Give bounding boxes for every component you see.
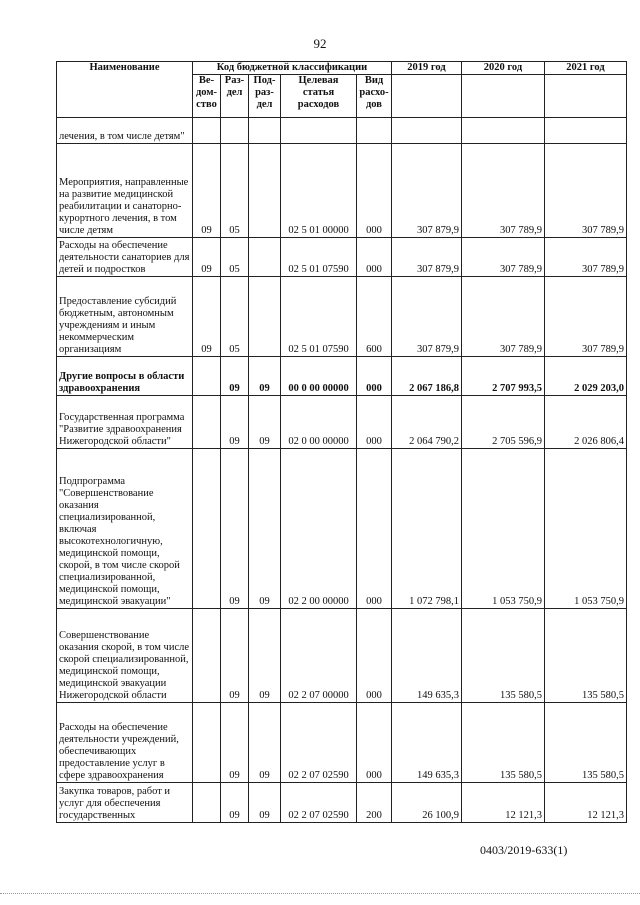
table-row <box>57 703 627 783</box>
row-expense-type: 000 <box>357 449 392 609</box>
row-value-2020: 1 053 750,9 <box>462 449 545 609</box>
row-vedomstvo: 09 <box>193 277 221 357</box>
row-expense-type: 000 <box>357 357 392 396</box>
row-target-article: 02 5 01 07590 <box>281 238 357 277</box>
row-razdel: 05 <box>221 238 249 277</box>
row-name: Закупка товаров, работ и услуг для обеспечения государственных <box>57 783 193 823</box>
row-vedomstvo <box>193 609 221 703</box>
row-value-2020: 307 789,9 <box>462 238 545 277</box>
row-razdel: 09 <box>221 703 249 783</box>
header-classification-group: Код бюджетной классификации <box>193 62 392 75</box>
row-vedomstvo: 09 <box>193 238 221 277</box>
header-year-2020: 2020 год <box>462 62 545 75</box>
row-expense-type: 200 <box>357 783 392 823</box>
row-value-2020: 307 789,9 <box>462 277 545 357</box>
row-value-2019: 307 879,9 <box>392 238 462 277</box>
row-value-2020: 307 789,9 <box>462 144 545 238</box>
header-razdel: Раз- дел <box>221 75 249 118</box>
row-value-2019: 1 072 798,1 <box>392 449 462 609</box>
row-razdel: 09 <box>221 609 249 703</box>
row-target-article <box>281 118 357 144</box>
row-razdel <box>221 118 249 144</box>
row-value-2020: 12 121,3 <box>462 783 545 823</box>
row-value-2021: 307 789,9 <box>545 277 627 357</box>
row-vedomstvo <box>193 357 221 396</box>
row-value-2020: 2 705 596,9 <box>462 396 545 449</box>
page-number: 92 <box>313 36 327 51</box>
header-name: Наименование <box>57 62 193 118</box>
row-target-article: 02 5 01 07590 <box>281 277 357 357</box>
row-name: Расходы на обеспечение деятельности санаториев для детей и подростков <box>57 238 193 277</box>
row-podrazdel: 09 <box>249 357 281 396</box>
row-value-2021: 307 789,9 <box>545 144 627 238</box>
row-podrazdel <box>249 277 281 357</box>
header-blank-2019 <box>392 75 462 118</box>
header-blank-2020 <box>462 75 545 118</box>
row-target-article: 02 2 00 00000 <box>281 449 357 609</box>
row-value-2020: 135 580,5 <box>462 609 545 703</box>
row-value-2019: 307 879,9 <box>392 144 462 238</box>
row-podrazdel: 09 <box>249 783 281 823</box>
row-name: Подпрограмма "Совершенствование оказания специализированной, включая высокотехнологичную, медицинской помощи, скорой, в том числе скорой специализированной, медицинской помощи, медицинской эвакуации" <box>57 449 193 609</box>
table-row <box>57 449 627 609</box>
row-value-2020: 2 707 993,5 <box>462 357 545 396</box>
row-podrazdel: 09 <box>249 396 281 449</box>
row-value-2020: 135 580,5 <box>462 703 545 783</box>
row-podrazdel <box>249 118 281 144</box>
header-podrazdel: Под- раз- дел <box>249 75 281 118</box>
row-value-2021 <box>545 118 627 144</box>
row-podrazdel: 09 <box>249 449 281 609</box>
row-razdel: 09 <box>221 396 249 449</box>
row-target-article: 02 0 00 00000 <box>281 396 357 449</box>
table-row <box>57 144 627 238</box>
row-value-2021: 1 053 750,9 <box>545 449 627 609</box>
row-value-2019: 26 100,9 <box>392 783 462 823</box>
header-vedomstvo: Ве- дом- ство <box>193 75 221 118</box>
row-podrazdel <box>249 144 281 238</box>
header-expense-type: Вид расхо- дов <box>357 75 392 118</box>
row-target-article: 00 0 00 00000 <box>281 357 357 396</box>
table-row <box>57 609 627 703</box>
row-name: Другие вопросы в области здравоохранения <box>57 357 193 396</box>
row-target-article: 02 2 07 02590 <box>281 783 357 823</box>
row-value-2021: 135 580,5 <box>545 703 627 783</box>
row-vedomstvo: 09 <box>193 144 221 238</box>
row-razdel: 09 <box>221 357 249 396</box>
row-name: Государственная программа "Развитие здравоохранения Нижегородской области" <box>57 396 193 449</box>
row-value-2021: 307 789,9 <box>545 238 627 277</box>
row-value-2021: 2 029 203,0 <box>545 357 627 396</box>
row-value-2020 <box>462 118 545 144</box>
row-value-2021: 12 121,3 <box>545 783 627 823</box>
row-expense-type: 000 <box>357 703 392 783</box>
row-vedomstvo <box>193 118 221 144</box>
table-row <box>57 783 627 823</box>
row-target-article: 02 5 01 00000 <box>281 144 357 238</box>
row-expense-type: 000 <box>357 396 392 449</box>
row-podrazdel <box>249 238 281 277</box>
row-value-2019: 2 064 790,2 <box>392 396 462 449</box>
row-name: Совершенствование оказания скорой, в том числе скорой специализированной, медицинской помощи, медицинской эвакуации Нижегородской области <box>57 609 193 703</box>
header-year-2019: 2019 год <box>392 62 462 75</box>
table-row <box>57 118 627 144</box>
row-expense-type <box>357 118 392 144</box>
row-name: лечения, в том числе детям" <box>57 118 193 144</box>
row-podrazdel: 09 <box>249 703 281 783</box>
document-code: 0403/2019-633(1) <box>480 843 568 857</box>
budget-table <box>56 61 627 823</box>
row-vedomstvo <box>193 396 221 449</box>
row-value-2019: 149 635,3 <box>392 609 462 703</box>
row-razdel: 09 <box>221 449 249 609</box>
row-vedomstvo <box>193 783 221 823</box>
table-row <box>57 396 627 449</box>
row-expense-type: 000 <box>357 238 392 277</box>
row-razdel: 09 <box>221 783 249 823</box>
row-value-2019: 149 635,3 <box>392 703 462 783</box>
row-value-2019 <box>392 118 462 144</box>
table-row <box>57 277 627 357</box>
row-name: Мероприятия, направленные на развитие медицинской реабилитации и санаторно-курортного лечения, в том числе детям <box>57 144 193 238</box>
table-row <box>57 238 627 277</box>
row-expense-type: 000 <box>357 609 392 703</box>
row-value-2019: 307 879,9 <box>392 277 462 357</box>
row-value-2021: 135 580,5 <box>545 609 627 703</box>
row-podrazdel: 09 <box>249 609 281 703</box>
row-expense-type: 600 <box>357 277 392 357</box>
row-vedomstvo <box>193 449 221 609</box>
row-expense-type: 000 <box>357 144 392 238</box>
header-blank-2021 <box>545 75 627 118</box>
row-value-2021: 2 026 806,4 <box>545 396 627 449</box>
header-target-article: Целевая статья расходов <box>281 75 357 118</box>
row-name: Предоставление субсидий бюджетным, автономным учреждениям и иным некоммерческим организациям <box>57 277 193 357</box>
row-target-article: 02 2 07 00000 <box>281 609 357 703</box>
row-target-article: 02 2 07 02590 <box>281 703 357 783</box>
row-vedomstvo <box>193 703 221 783</box>
row-razdel: 05 <box>221 144 249 238</box>
row-name: Расходы на обеспечение деятельности учреждений, обеспечивающих предоставление услуг в сфере здравоохранения <box>57 703 193 783</box>
table-row <box>57 357 627 396</box>
scan-artifact-line <box>0 893 640 895</box>
header-year-2021: 2021 год <box>545 62 627 75</box>
row-value-2019: 2 067 186,8 <box>392 357 462 396</box>
row-razdel: 05 <box>221 277 249 357</box>
